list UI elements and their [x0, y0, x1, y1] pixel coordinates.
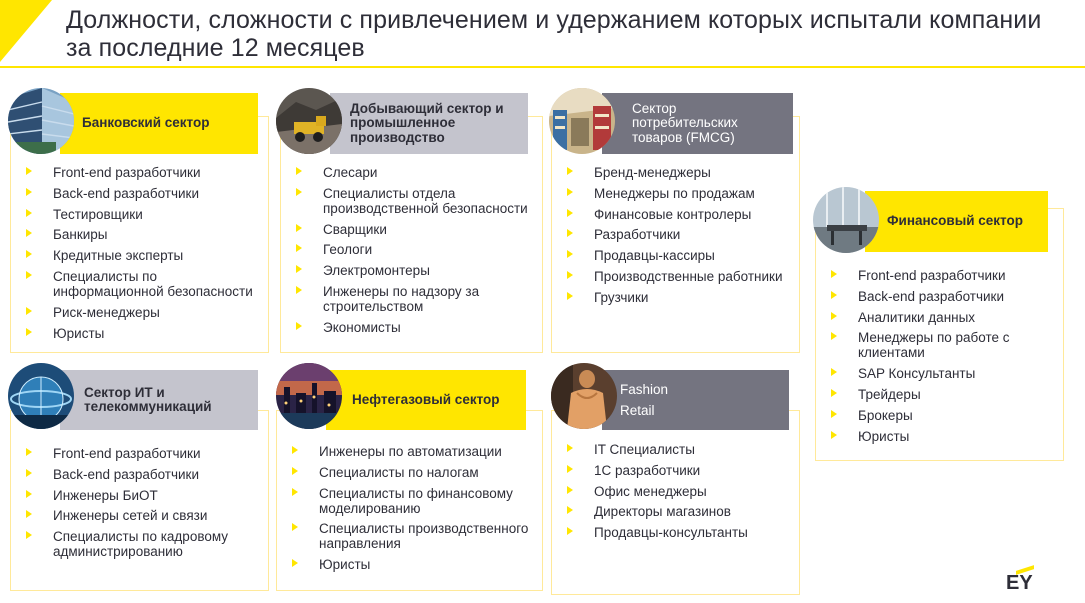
bullet-icon: [567, 209, 573, 217]
bullet-icon: [26, 328, 32, 336]
role-list: [23, 165, 262, 346]
list-item: Front-end разработчики: [23, 446, 262, 461]
list-item: Сварщики: [293, 222, 536, 237]
bullet-icon: [831, 368, 837, 376]
bullet-icon: [296, 188, 302, 196]
bullet-icon: [296, 224, 302, 232]
list-item: Риск-менеджеры: [23, 305, 262, 320]
list-item: Специалисты отдела производственной безопасности: [293, 186, 536, 216]
sector-title: Добывающий сектор и промышленное производство: [350, 100, 504, 145]
bullet-icon: [567, 229, 573, 237]
list-item: Электромонтеры: [293, 263, 536, 278]
bullet-icon: [567, 465, 573, 473]
mannequin-photo: [551, 363, 617, 429]
bullet-icon: [296, 286, 302, 294]
page-title: Должности, сложности с привлечением и удержанием которых испытали компании за последние 12 месяцев: [66, 6, 1042, 62]
title-corner-accent: [0, 0, 52, 62]
bullet-icon: [26, 167, 32, 175]
bullet-icon: [26, 490, 32, 498]
bullet-icon: [296, 265, 302, 273]
bullet-icon: [567, 444, 573, 452]
list-item: Front-end разработчики: [828, 268, 1057, 283]
list-item: Директоры магазинов: [564, 504, 793, 519]
list-item: Юристы: [828, 429, 1057, 444]
sector-title: Финансовый сектор: [887, 213, 1023, 229]
list-item: Экономисты: [293, 320, 536, 335]
list-item: 1С разработчики: [564, 463, 793, 478]
sector-header-oil-gas: [326, 370, 526, 430]
bullet-icon: [567, 292, 573, 300]
sector-header-fmcg: [602, 93, 793, 154]
list-item: Front-end разработчики: [23, 165, 262, 180]
sector-title-line1: Fashion: [620, 382, 669, 397]
bullet-icon: [831, 270, 837, 278]
meeting-room-photo: [813, 187, 879, 253]
bullet-icon: [831, 410, 837, 418]
list-item: Специалисты по налогам: [289, 465, 536, 480]
network-globe-photo: [8, 363, 74, 429]
list-item: Специалисты производственного направления: [289, 521, 536, 551]
bullet-icon: [26, 229, 32, 237]
list-item: Продавцы-кассиры: [564, 248, 793, 263]
role-list: [564, 442, 793, 546]
list-item: Грузчики: [564, 290, 793, 305]
list-item: Офис менеджеры: [564, 484, 793, 499]
bullet-icon: [567, 167, 573, 175]
list-item: Кредитные эксперты: [23, 248, 262, 263]
list-item: Специалисты по кадровому администрированию: [23, 529, 262, 559]
list-item: Аналитики данных: [828, 310, 1057, 325]
sector-title-line2: Retail: [620, 403, 655, 418]
list-item: Тестировщики: [23, 207, 262, 222]
sector-card-it-telecom: [10, 410, 269, 591]
ey-logo: EY: [1006, 572, 1033, 594]
bullet-icon: [296, 322, 302, 330]
sector-header-banking: [60, 93, 258, 154]
store-shelves-photo: [549, 88, 615, 154]
list-item: Специалисты по информационной безопасности: [23, 269, 262, 299]
bullet-icon: [26, 307, 32, 315]
bullet-icon: [567, 506, 573, 514]
sector-header-it-telecom: [60, 370, 258, 430]
bullet-icon: [831, 291, 837, 299]
bullet-icon: [567, 527, 573, 535]
list-item: Брокеры: [828, 408, 1057, 423]
sector-title: Сектор ИТ и телекоммуникаций: [84, 384, 212, 414]
sector-header-fashion-retail: [602, 370, 789, 430]
list-item: Юристы: [23, 326, 262, 341]
title-divider: [0, 66, 1085, 68]
list-item: Геологи: [293, 242, 536, 257]
list-item: Инженеры БиОТ: [23, 488, 262, 503]
bullet-icon: [26, 510, 32, 518]
list-item: Менеджеры по работе с клиентами: [828, 330, 1057, 360]
bullet-icon: [567, 486, 573, 494]
sector-title: Сектор потребительских товаров (FMCG): [632, 100, 738, 145]
bullet-icon: [296, 244, 302, 252]
sector-title: Нефтегазовый сектор: [352, 391, 500, 407]
bullet-icon: [296, 167, 302, 175]
list-item: Банкиры: [23, 227, 262, 242]
role-list: [289, 444, 536, 578]
bullet-icon: [292, 446, 298, 454]
list-item: Инженеры по надзору за строительством: [293, 284, 536, 314]
role-list: [564, 165, 793, 311]
bullet-icon: [567, 271, 573, 279]
bullet-icon: [831, 389, 837, 397]
sector-header-mining: [330, 93, 528, 154]
sector-header-finance: [865, 191, 1048, 252]
sector-title: Банковский сектор: [82, 115, 210, 131]
bullet-icon: [26, 531, 32, 539]
bullet-icon: [292, 559, 298, 567]
bullet-icon: [26, 469, 32, 477]
bullet-icon: [26, 271, 32, 279]
list-item: Юристы: [289, 557, 536, 572]
bullet-icon: [567, 188, 573, 196]
bullet-icon: [26, 188, 32, 196]
sector-card-oil-gas: [276, 410, 543, 591]
mining-truck-photo: [276, 88, 342, 154]
role-list: [828, 268, 1057, 449]
role-list: [23, 446, 262, 565]
bullet-icon: [26, 448, 32, 456]
bullet-icon: [567, 250, 573, 258]
list-item: Разработчики: [564, 227, 793, 242]
list-item: Back-end разработчики: [23, 186, 262, 201]
bullet-icon: [831, 332, 837, 340]
refinery-night-photo: [276, 363, 342, 429]
bullet-icon: [292, 523, 298, 531]
sector-card-fashion-retail: [551, 410, 800, 595]
role-list: [293, 165, 536, 341]
list-item: Бренд-менеджеры: [564, 165, 793, 180]
bullet-icon: [292, 488, 298, 496]
bullet-icon: [831, 431, 837, 439]
bullet-icon: [26, 250, 32, 258]
list-item: Слесари: [293, 165, 536, 180]
list-item: Back-end разработчики: [828, 289, 1057, 304]
list-item: Инженеры по автоматизации: [289, 444, 536, 459]
list-item: Менеджеры по продажам: [564, 186, 793, 201]
bullet-icon: [292, 467, 298, 475]
list-item: Инженеры сетей и связи: [23, 508, 262, 523]
list-item: Производственные работники: [564, 269, 793, 284]
bullet-icon: [831, 312, 837, 320]
list-item: Финансовые контролеры: [564, 207, 793, 222]
list-item: Продавцы-консультанты: [564, 525, 793, 540]
list-item: Специалисты по финансовому моделированию: [289, 486, 536, 516]
list-item: Трейдеры: [828, 387, 1057, 402]
bullet-icon: [26, 209, 32, 217]
list-item: SAP Консультанты: [828, 366, 1057, 381]
list-item: Back-end разработчики: [23, 467, 262, 482]
list-item: IT Специалисты: [564, 442, 793, 457]
office-building-photo: [8, 88, 74, 154]
